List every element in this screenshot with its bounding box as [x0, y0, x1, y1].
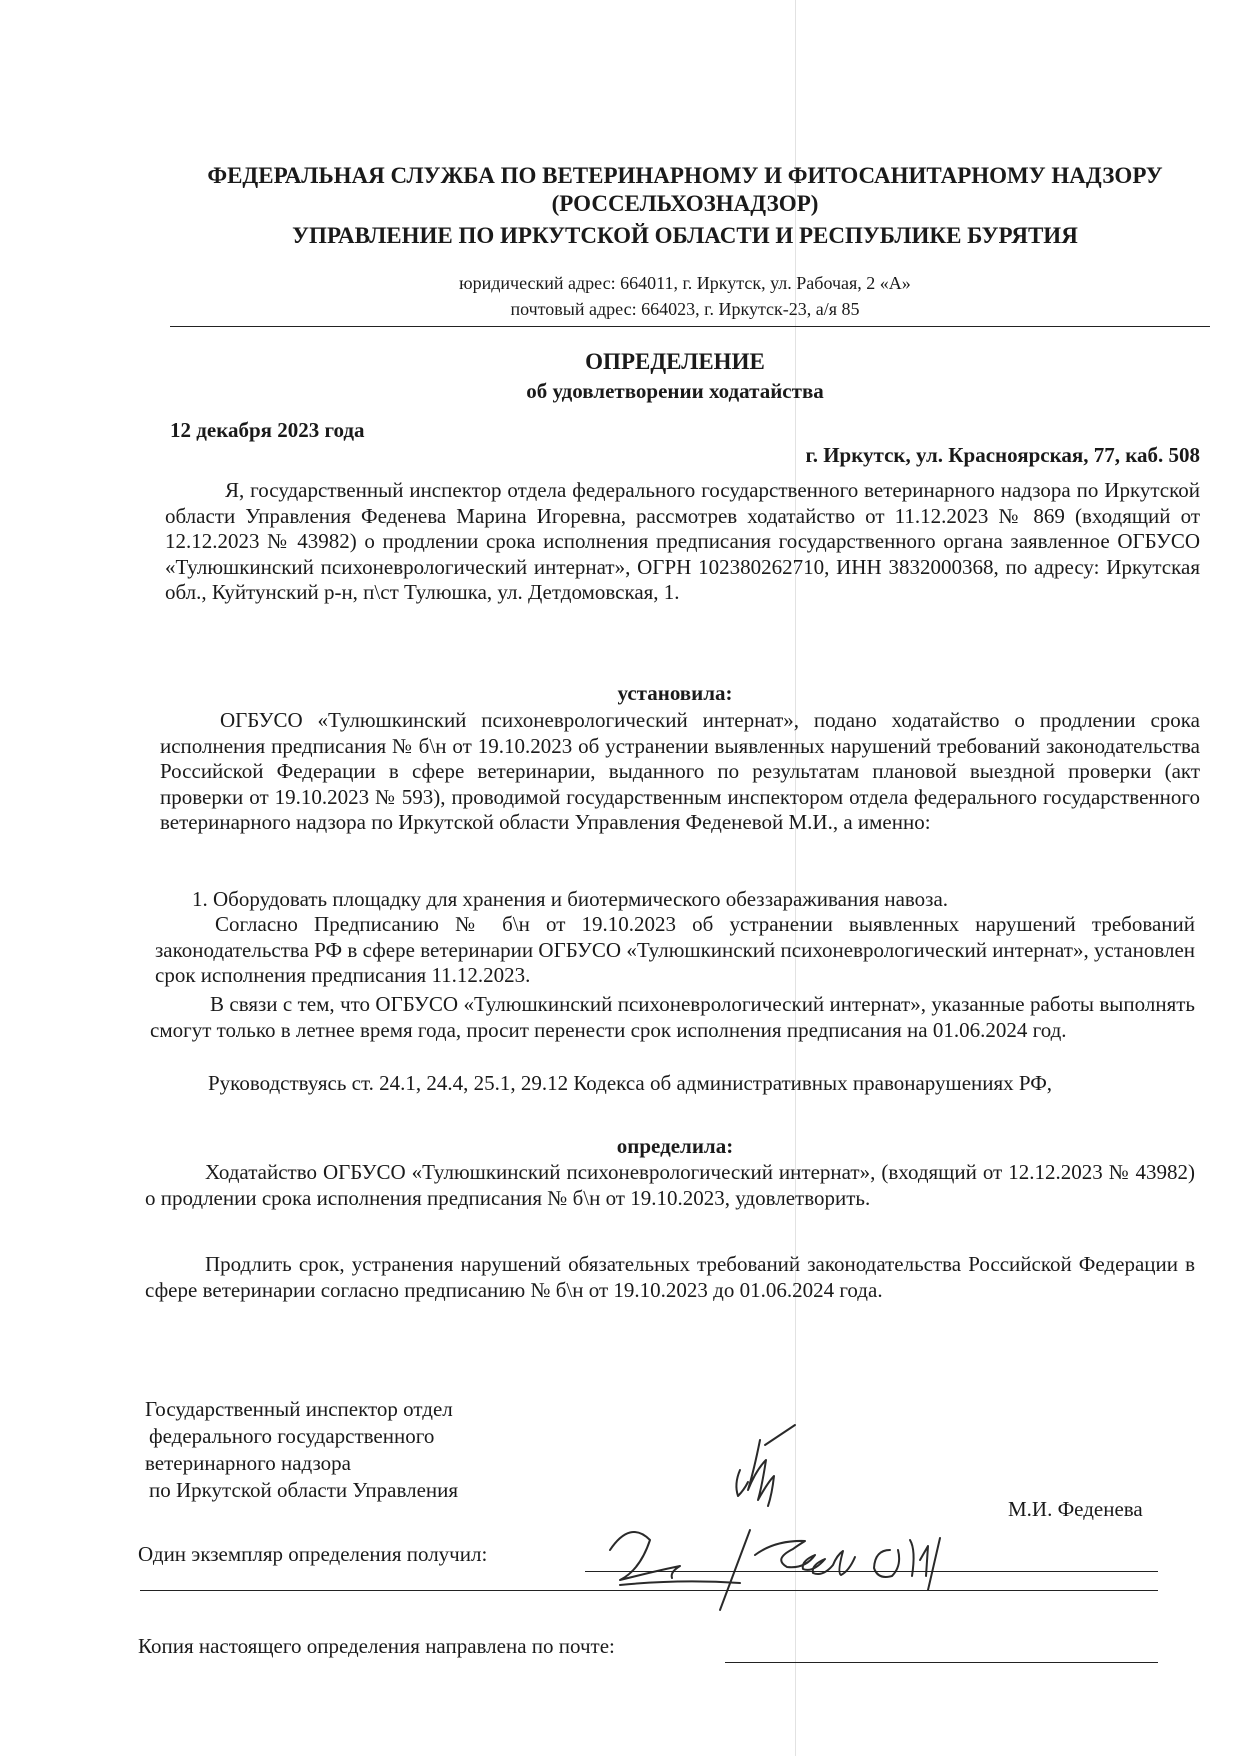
list-item: 1. Оборудовать площадку для хранения и биотермического обеззараживания навоза. [192, 887, 949, 911]
document-place: г. Иркутск, ул. Красноярская, 77, каб. 508 [805, 443, 1200, 467]
copy-mailed-line [725, 1662, 1158, 1663]
decided-heading: определила: [616, 1134, 734, 1158]
agency-name-line2: (РОССЕЛЬХОЗНАДЗОР) [551, 191, 819, 216]
document-subtitle: об удовлетворении ходатайства [526, 379, 824, 403]
received-underline [140, 1590, 1158, 1591]
postal-address: почтовый адрес: 664023, г. Иркутск-23, а/я 85 [510, 299, 860, 319]
signer-position-line: Государственный инспектор отдел [145, 1397, 453, 1421]
signer-position-line: федерального государственного [149, 1424, 435, 1448]
document-date: 12 декабря 2023 года [170, 418, 365, 442]
established-paragraph-4: Руководствуясь ст. 24.1, 24.4, 25.1, 29.12 Кодекса об административных правонарушениях РФ, [208, 1071, 1053, 1095]
copy-mailed-label: Копия настоящего определения направлена по почте: [138, 1634, 615, 1658]
established-paragraph-1: ОГБУСО «Тулюшкинский психоневрологический интернат», подано ходатайство о продлении срока исполнения предписания № б\н от 19.10.2023 об устранении выявленных нарушений требований законодательства Российской Федерации в сфере ветеринарии, выданного по результатам плановой выездной проверки (акт проверки от 19.10.2023 № 593), проводимой государственным инспектором отдела федерального государственного ветеринарного надзора по Иркутской области Управления Феденевой М.И., а именно: [160, 708, 1200, 834]
signer-position-line: по Иркутской области Управления [149, 1478, 459, 1502]
received-signature-line [585, 1571, 1158, 1572]
agency-name-line3: УПРАВЛЕНИЕ ПО ИРКУТСКОЙ ОБЛАСТИ И РЕСПУБЛИКЕ БУРЯТИЯ [292, 223, 1078, 248]
intro-paragraph: Я, государственный инспектор отдела федерального государственного ветеринарного надзора по Иркутской области Управления Феденева Марина Игоревна, рассмотрев ходатайство от 11.12.2023 № 869 (входящий от 12.12.2023 № 43982) о продлении срока исполнения предписания государственного органа заявленное ОГБУСО «Тулюшкинский психоневрологический интернат», ОГРН 102380262710, ИНН 3832000368, по адресу: Иркутская обл., Куйтунский р-н, п\ст Тулюшка, ул. Детдомовская, 1. [165, 478, 1200, 604]
decided-paragraph-1: Ходатайство ОГБУСО «Тулюшкинский психоневрологический интернат», (входящий от 12.12.2023 № 43982) о продлении срока исполнения предписания № б\н от 19.10.2023, удовлетворить. [145, 1160, 1195, 1210]
received-label: Один экземпляр определения получил: [138, 1542, 488, 1566]
legal-address: юридический адрес: 664011, г. Иркутск, ул. Рабочая, 2 «А» [459, 273, 911, 293]
decided-paragraph-2: Продлить срок, устранения нарушений обязательных требований законодательства Российской Федерации в сфере ветеринарии согласно предписанию № б\н от 19.10.2023 до 01.06.2024 года. [145, 1252, 1195, 1302]
established-paragraph-3: В связи с тем, что ОГБУСО «Тулюшкинский психоневрологический интернат», указанные работы выполнять смогут только в летнее время года, просит перенести срок исполнения предписания на 01.06.2024 год. [150, 992, 1195, 1042]
header-divider [170, 326, 1210, 327]
signer-name: М.И. Феденева [1008, 1497, 1143, 1521]
signer-position [145, 1396, 458, 1504]
agency-name-line1: ФЕДЕРАЛЬНАЯ СЛУЖБА ПО ВЕТЕРИНАРНОМУ И ФИТОСАНИТАРНОМУ НАДЗОРУ [207, 163, 1163, 188]
established-heading: установила: [617, 681, 733, 705]
signer-position-line: ветеринарного надзора [145, 1451, 351, 1475]
established-paragraph-2: Согласно Предписанию № б\н от 19.10.2023 об устранении выявленных нарушений требований законодательства РФ в сфере ветеринарии ОГБУСО «Тулюшкинский психоневрологический интернат», установлен срок исполнения предписания 11.12.2023. [155, 912, 1195, 987]
document-title: ОПРЕДЕЛЕНИЕ [585, 349, 765, 374]
